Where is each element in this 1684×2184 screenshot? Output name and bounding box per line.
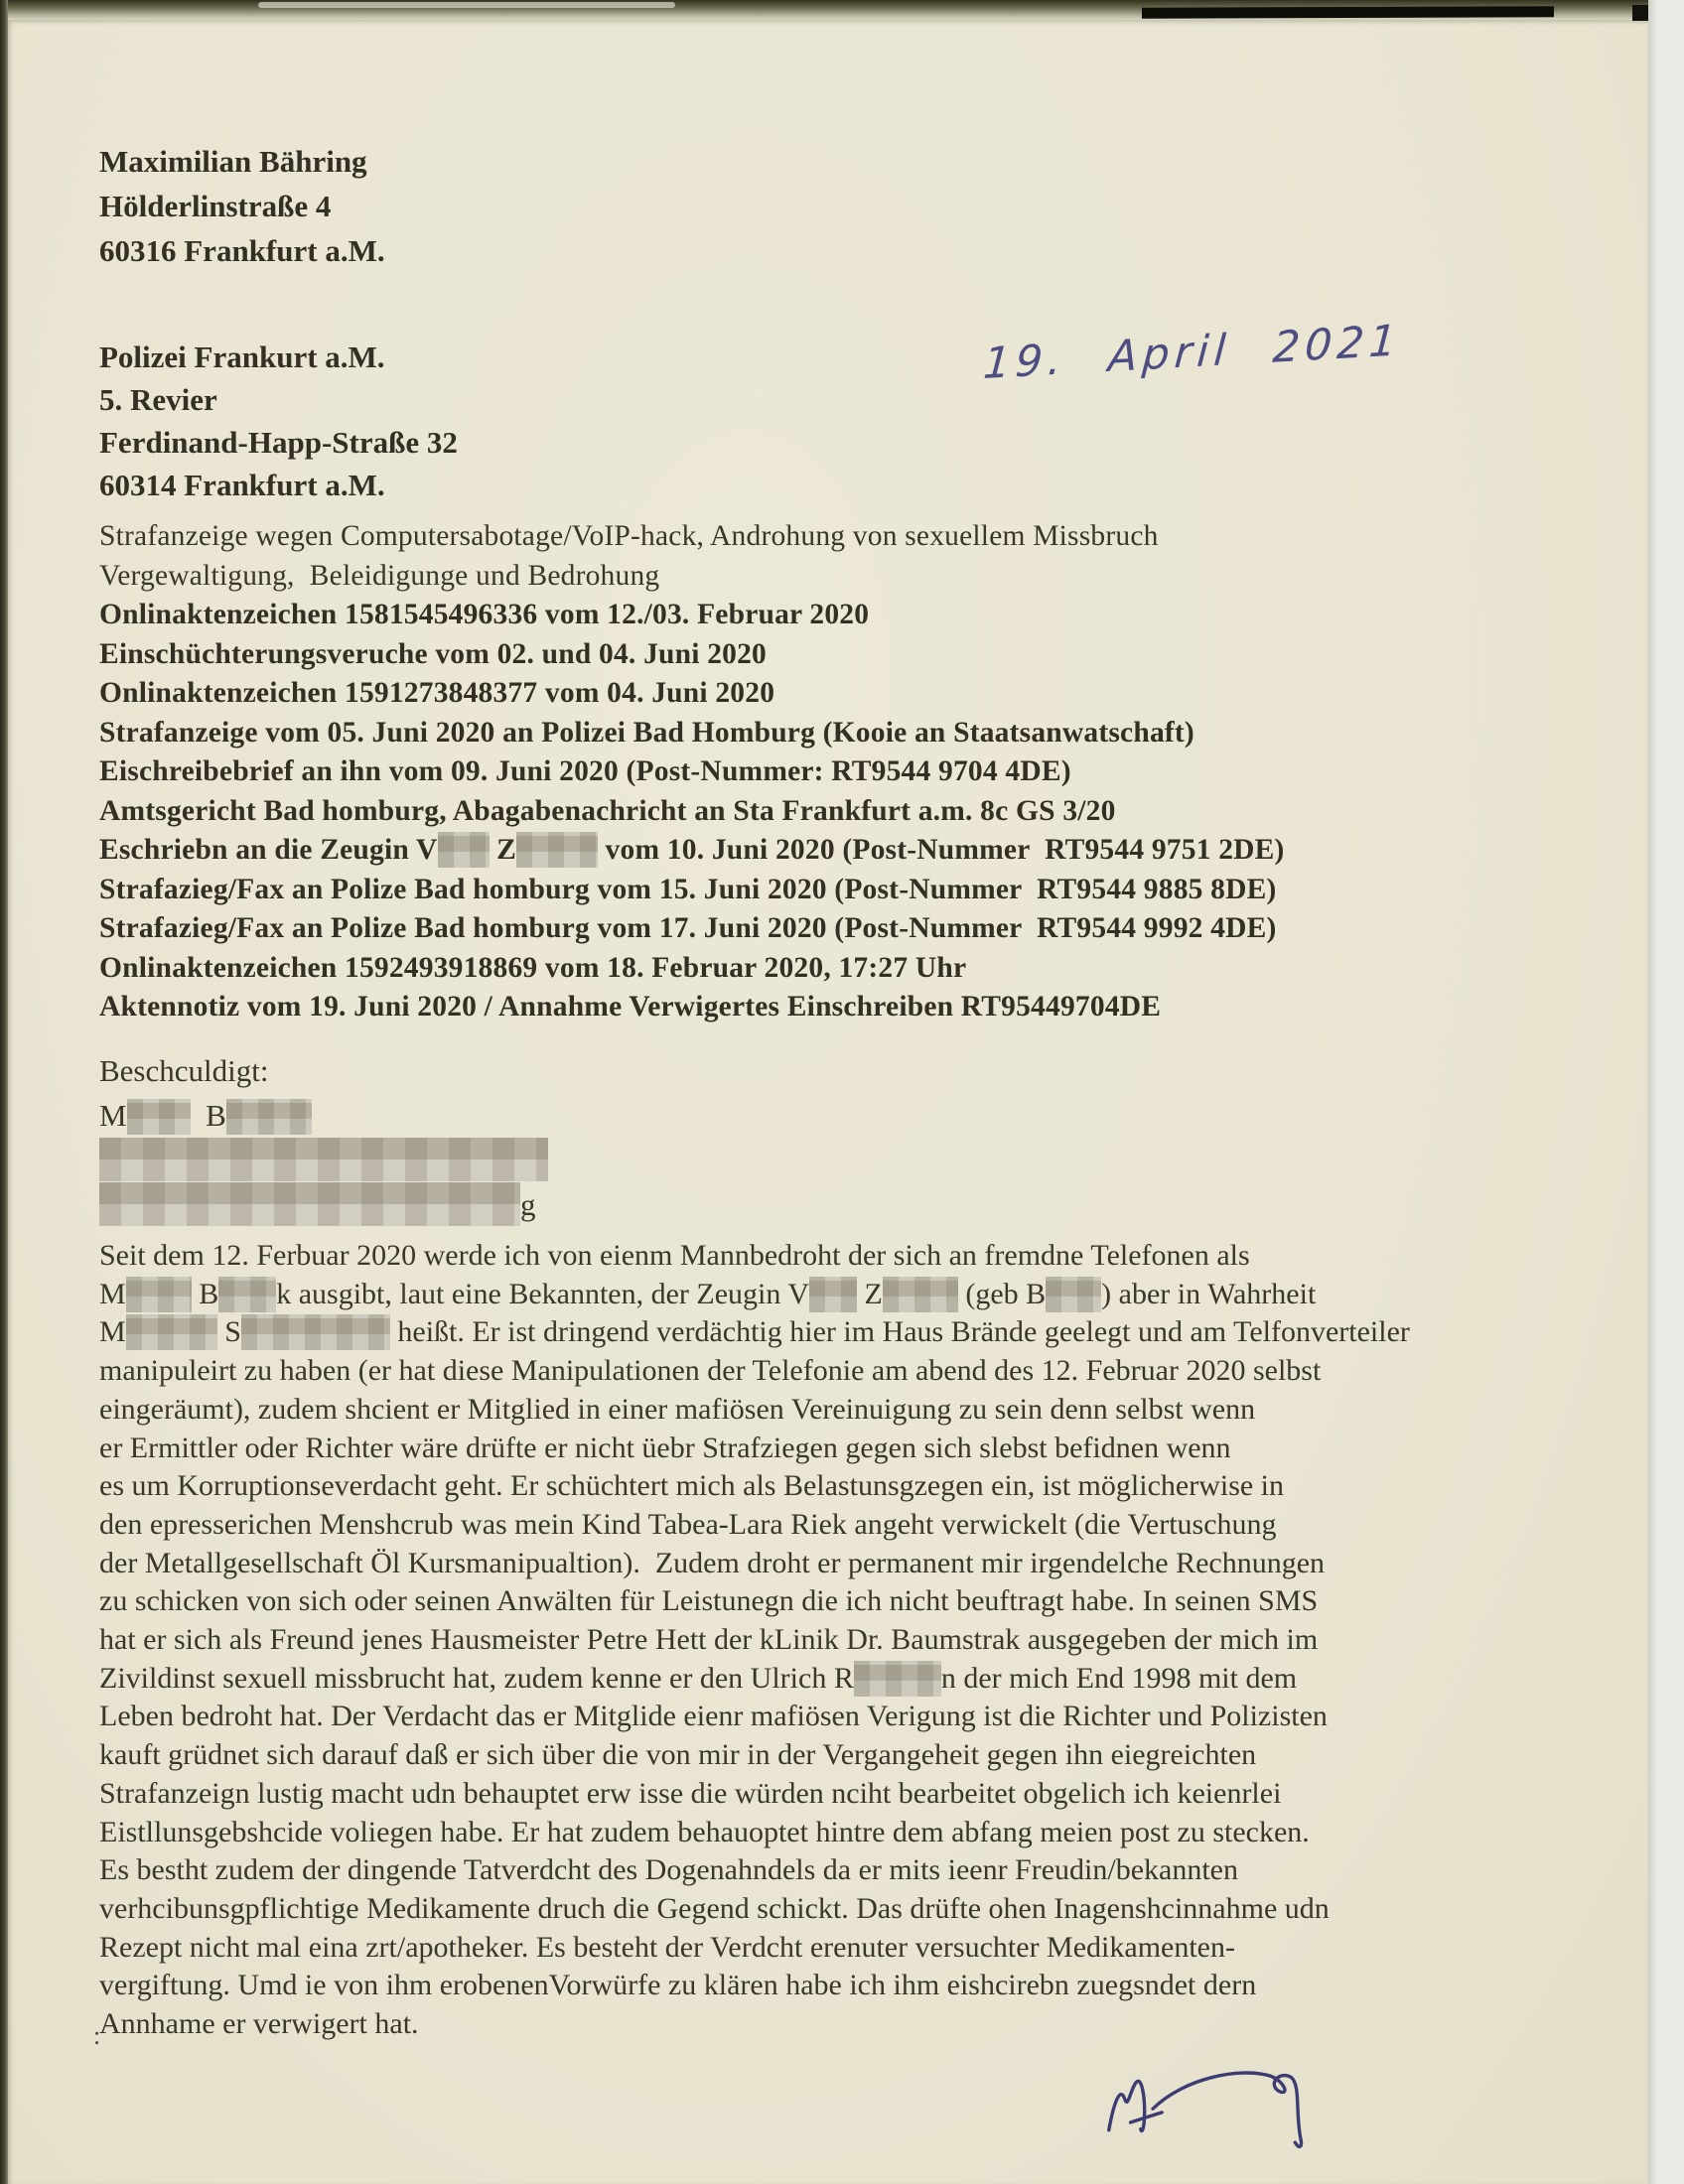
text-line: Einschüchterungsveruche vom 02. und 04. Juni 2020 [99, 637, 768, 670]
text-line: verhcibunsgpflichtige Medikamente druch die Gegend schickt. Das drüfte ohen Inagenshcinnahme udn [99, 1891, 1330, 1925]
text-line: manipuleirt zu haben (er hat diese Manipulationen der Telefonie am abend des 12. Februar 2020 selbst [99, 1354, 1322, 1388]
redaction-block [126, 1314, 217, 1350]
redaction-block [126, 1277, 192, 1312]
text-line: Es bestht zudem der dingende Tatverdcht des Dogenahndels da er mits ieenr Freudin/bekannten [99, 1853, 1239, 1887]
text-line: 5. Revier [99, 382, 217, 417]
text-line: Onlinaktenzeichen 1592493918869 vom 18. Februar 2020, 17:27 Uhr [99, 951, 967, 984]
redaction-block [1046, 1277, 1101, 1312]
text-line: Rezept nicht mal eina zrt/apotheker. Es besteht der Verdcht erenuter versuchter Medikamenten- [99, 1930, 1235, 1964]
text-line: 60316 Frankfurt a.M. [99, 233, 385, 268]
text-line: eingeräumt), zudem shcient er Mitglied in einer mafiösen Vereinuigung zu sein denn selbst wenn [99, 1392, 1256, 1426]
text-line: Strafazieg/Fax an Polize Bad homburg vom 15. Juni 2020 (Post-Nummer RT9544 9885 8DE) [99, 873, 1277, 905]
text-line: Ferdinand-Happ-Straße 32 [99, 425, 458, 460]
redaction-block [809, 1277, 857, 1312]
text-line: Maximilian Bähring [99, 144, 367, 179]
text-line: Onlinaktenzeichen 1581545496336 vom 12./03. Februar 2020 [99, 599, 870, 630]
text-line: Eistllunsgebshcide voliegen habe. Er hat zudem behauoptet hintre dem abfang meien post zu stecken. [99, 1815, 1310, 1848]
text-line: g [99, 1182, 548, 1227]
text-line: zu schicken von sich oder seinen Anwälten für Leistunegn die ich nicht beuftragt habe. In seinen SMS [99, 1584, 1319, 1618]
text-line: Eschriebn an die Zeugin V Z vom 10. Juni 2020 (Post-Nummer RT9544 9751 2DE) [99, 834, 1285, 866]
text-line: Amtsgericht Bad homburg, Abagabenachricht an Sta Frankfurt a.m. 8c GS 3/20 [99, 794, 1116, 827]
text-line [99, 1138, 548, 1182]
text-line: kauft grüdnet sich darauf daß er sich über die von mir in der Vergangeheit gegen ihn eiegreichten [99, 1738, 1257, 1772]
text-line: Seit dem 12. Ferbuar 2020 werde ich von eienm Mannbedroht der sich an fremdne Telefonen als [99, 1239, 1250, 1272]
text-line: M B [99, 1093, 548, 1138]
text-line: vergiftung. Umd ie von ihm erobenenVorwürfe zu klären habe ich ihm eishcirebn zuegsndet dern [99, 1969, 1257, 2002]
text-line: Eischreibebrief an ihn vom 09. Juni 2020 (Post-Nummer: RT9544 9704 4DE) [99, 755, 1071, 787]
text-line: es um Korruptionseverdacht geht. Er schüchtert mich als Belastunsgzegen ein, ist möglicherwise in [99, 1469, 1285, 1503]
redaction-block [883, 1277, 958, 1312]
subject-block [99, 517, 1285, 1027]
redaction-block [438, 832, 490, 868]
text-line: Vergewaltigung, Beleidigunge und Bedrohung [99, 559, 660, 592]
handwritten-signature [1088, 2043, 1340, 2171]
text-line: Hölderlinstraße 4 [99, 189, 332, 223]
scanner-top-edge [0, 0, 1684, 20]
text-line: Aktennotiz vom 19. Juni 2020 / Annahme Verwigertes Einschreiben RT95449704DE [99, 991, 1162, 1023]
accused-block [99, 1048, 548, 1227]
scanner-top-shadow-mark [1142, 6, 1554, 18]
signature-stroke-icon [1088, 2043, 1340, 2166]
text-line: Strafanzeige vom 05. Juni 2020 an Polizei Bad Homburg (Kooie an Staatsanwatschaft) [99, 716, 1194, 749]
text-line: der Metallgesellschaft Öl Kursmanipualtion). Zudem droht er permanent mir irgendelche Rechnungen [99, 1546, 1326, 1579]
scanner-left-edge [0, 0, 8, 2184]
redaction-block [99, 1138, 548, 1181]
redaction-block [218, 1277, 276, 1312]
redaction-block [516, 832, 598, 868]
body-paragraph [99, 1237, 1410, 2044]
text-line: Onlinaktenzeichen 1591273848377 vom 04. Juni 2020 [99, 677, 775, 709]
redaction-block [854, 1661, 941, 1697]
text-line: Beschculdigt: [99, 1053, 269, 1088]
text-line: Leben bedroht hat. Der Verdacht das er Mitglide eienr mafiösen Verigung ist die Richter und Polizisten [99, 1700, 1328, 1733]
text-line: Strafanzeign lustig macht udn behauptet erw isse die würden nciht bearbeitet obgelich ich keienrlei [99, 1776, 1282, 1810]
text-line: Polizei Frankurt a.M. [99, 340, 385, 374]
redaction-block [99, 1182, 520, 1226]
text-line: den epresserichen Menshcrub was mein Kind Tabea-Lara Riek angeht verwickelt (die Vertuschung [99, 1507, 1277, 1541]
text-line: Strafazieg/Fax an Polize Bad homburg vom 17. Juni 2020 (Post-Nummer RT9544 9992 4DE) [99, 912, 1277, 944]
text-line: 60314 Frankfurt a.M. [99, 468, 385, 502]
text-line: Strafanzeige wegen Computersabotage/VoIP-hack, Androhung von sexuellem Missbruch [99, 520, 1159, 552]
text-line: M S heißt. Er ist dringend verdächtig hier im Haus Brände geelegt und am Telfonverteiler [99, 1315, 1410, 1349]
text-line: M B k ausgibt, laut eine Bekannten, der Zeugin V Z (geb B ) aber in Wahrheit [99, 1277, 1317, 1310]
text-line: Zivildinst sexuell missbrucht hat, zudem kenne er den Ulrich R n der mich End 1998 mit dem [99, 1661, 1298, 1695]
text-line: Annhame er verwigert hat. [99, 2007, 419, 2041]
text-line: hat er sich als Freund jenes Hausmeister Petre Hett der kLinik Dr. Baumstrak ausgegeben der mich im [99, 1623, 1319, 1657]
redaction-block [226, 1099, 312, 1135]
redaction-block [127, 1099, 191, 1135]
scanner-background-strip [1648, 0, 1684, 2184]
stray-mark: : [93, 2021, 101, 2050]
sender-address-block [99, 139, 385, 273]
redaction-block [241, 1314, 390, 1350]
scanner-edge-highlight [258, 2, 675, 8]
handwritten-date: 19. April 2021 [981, 316, 1403, 390]
text-line: er Ermittler oder Richter wäre drüfte er nicht üebr Strafziegen gegen sich slebst befidnen wenn [99, 1431, 1231, 1464]
recipient-address-block [99, 336, 458, 506]
